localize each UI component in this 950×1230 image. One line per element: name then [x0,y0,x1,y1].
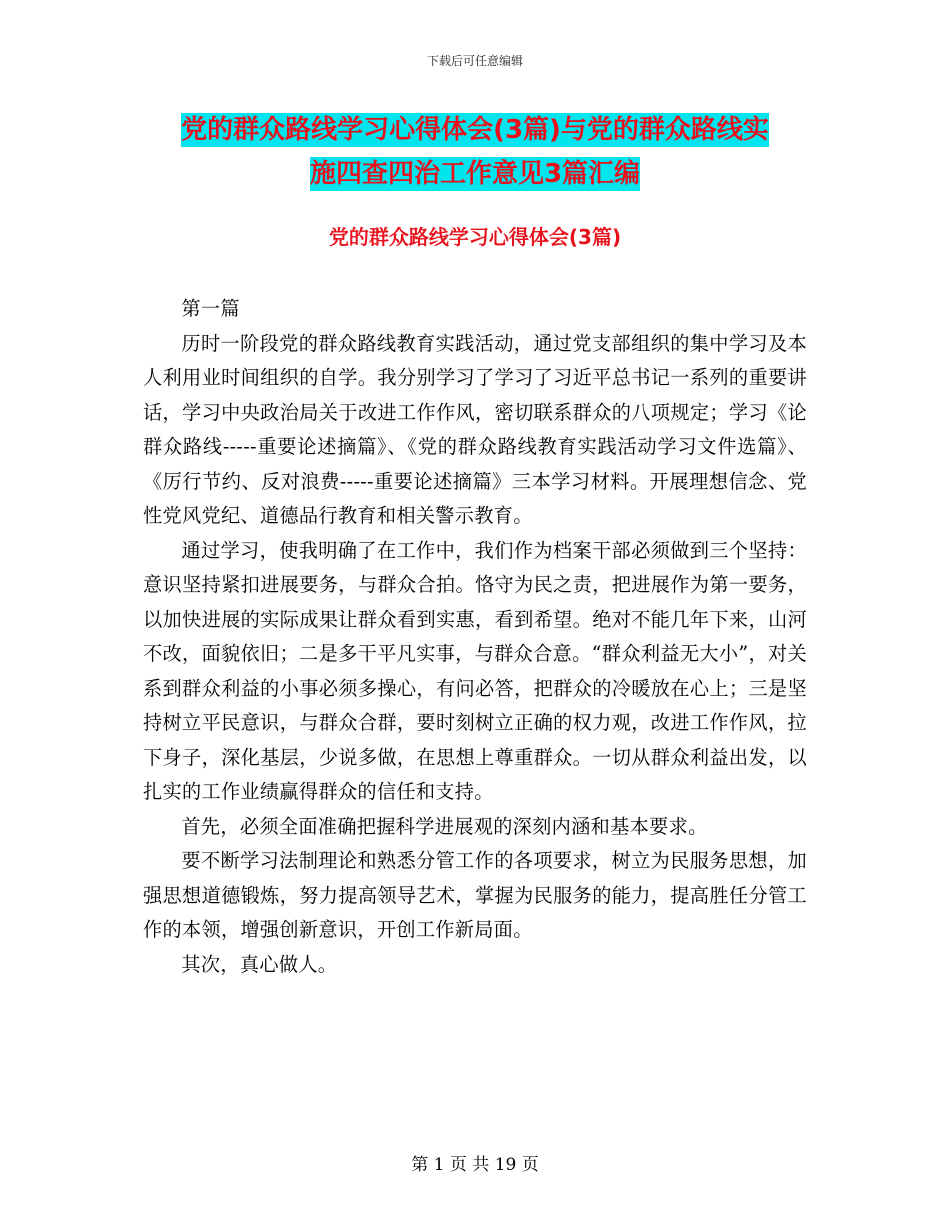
document-body [143,292,807,982]
body-paragraph: 其次，真心做人。 [181,952,338,976]
body-paragraph: 首先，必须全面准确把握科学进展观的深刻内涵和基本要求。 [181,814,708,838]
chapter-heading: 第一篇 [181,297,240,320]
document-title-line-1-text: 党的群众路线学习心得体会(3篇)与党的群众路线实 [181,115,769,145]
section-title: 党的群众路线学习心得体会(3篇) [328,225,622,249]
document-title-line-2-text: 施四查四治工作意见3篇汇编 [309,159,641,189]
body-paragraph: 历时一阶段党的群众路线教育实践活动，通过党支部组织的集中学习及本人利用业时间组织的自学。我分别学习了学习了习近平总书记一系列的重要讲话，学习中央政治局关于改进工作作风，密切联系群众的八项规定；学习《论群众路线-----重要论述摘篇》、《党的群众路线教育实践活动学习文件选篇》、《厉行节约、反对浪费-----重要论述摘篇》三本学习材料。开展理想信念、党性党风党纪、道德品行教育和相关警示教育。 [143,331,807,527]
page-number: 第 1 页 共 19 页 [411,1155,539,1175]
body-paragraph: 通过学习，使我明确了在工作中，我们作为档案干部必须做到三个坚持：意识坚持紧扣进展要务，与群众合拍。恪守为民之责，把进展作为第一要务，以加快进展的实际成果让群众看到实惠，看到希望。绝对不能几年下来，山河不改，面貌依旧；二是多干平凡实事，与群众合意。“群众利益无大小”，对关系到群众利益的小事必须多操心，有问必答，把群众的冷暖放在心上；三是坚持树立平民意识，与群众合群，要时刻树立正确的权力观，改进工作作风，拉下身子，深化基层，少说多做，在思想上尊重群众。一切从群众利益出发，以扎实的工作业绩赢得群众的信任和支持。 [143,538,807,803]
document-title-line-1 [0,112,950,148]
header-note: 下载后可任意编辑 [426,54,523,68]
body-paragraph: 要不断学习法制理论和熟悉分管工作的各项要求，树立为民服务思想，加强思想道德锻炼，努力提高领导艺术，掌握为民服务的能力，提高胜任分管工作的本领，增强创新意识，开创工作新局面。 [143,849,807,941]
document-title-line-2 [0,156,950,192]
